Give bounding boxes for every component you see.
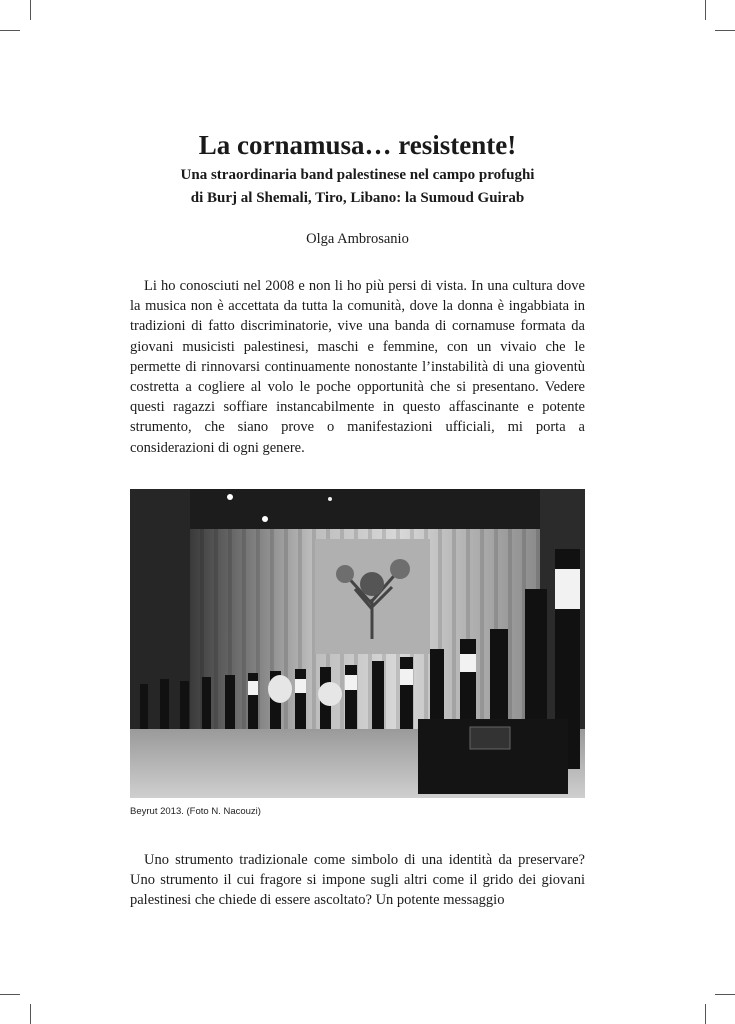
crop-mark (705, 1004, 706, 1024)
body-paragraph: Uno strumento tradizionale come simbolo di una identità da preservare? Uno strumento il cui fragore si impone sugli altri come il grido dei giovani palestinesi che chiede di essere ascoltato? Un potente messaggio (130, 852, 585, 909)
crop-mark (30, 0, 31, 20)
crop-mark (0, 994, 20, 995)
crop-mark (715, 994, 735, 995)
band-photo (130, 489, 585, 798)
crop-mark (30, 1004, 31, 1024)
article-subtitle (130, 164, 585, 210)
body-paragraph: Li ho conosciuti nel 2008 e non li ho più persi di vista. In una cultura dove la musica non è accettata da tutta la comunità, dove la donna è ingabbiata in tradizioni di fatto discriminatorie, vive una banda di cornamuse formata da giovani musicisti palestinesi, maschi e femmine, con un vivaio che le permette di rinnovarsi continuamente nonostante l’instabilità di una gioventù costretta a cogliere al volo le poche opportunità che si presentano. Vedere questi ragazzi soffiare instancabilmente in questo affascinante e potente strumento, che siano prove o manifestazioni ufficiali, mi porta a considerazioni di ogni genere. (130, 278, 585, 456)
subtitle-line: Una straordinaria band palestinese nel campo profughi (180, 167, 535, 183)
photo-caption: Beyrut 2013. (Foto N. Nacouzi) (130, 806, 261, 817)
crop-mark (705, 0, 706, 20)
subtitle-line: di Burj al Shemali, Tiro, Libano: la Sumoud Guirab (190, 190, 525, 206)
article-title: La cornamusa… resistente! (198, 130, 517, 160)
article-author: Olga Ambrosanio (306, 231, 409, 247)
crop-mark (715, 30, 735, 31)
crop-mark (0, 30, 20, 31)
